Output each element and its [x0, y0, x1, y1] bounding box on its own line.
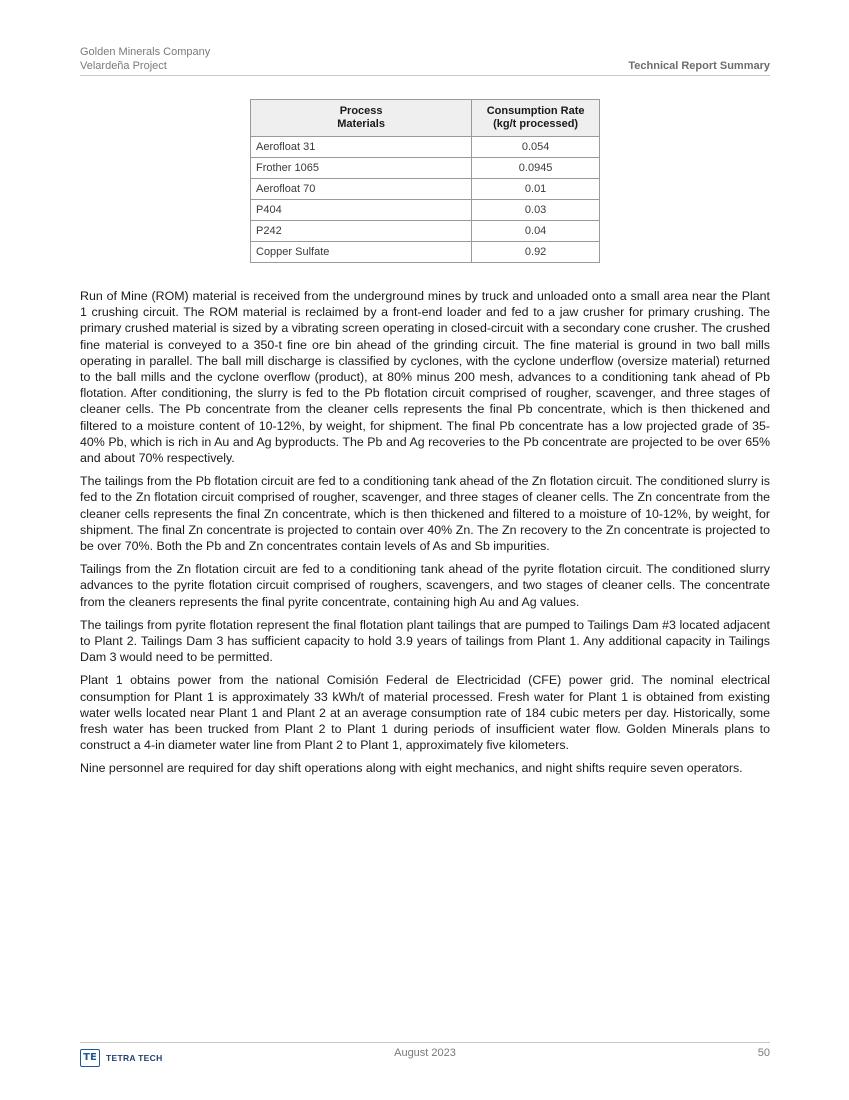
company-name: Golden Minerals Company [80, 46, 211, 58]
header-consumption-rate: Consumption Rate (kg/t processed) [472, 100, 600, 137]
consumption-table [250, 99, 600, 263]
page-number: 50 [757, 1047, 770, 1059]
rate-cell: 0.92 [472, 242, 600, 263]
paragraph-power-water: Plant 1 obtains power from the national Comisión Federal de Electricidad (CFE) power grid. The nominal electrical consumption for Plant 1 is approximately 33 kWh/t of material processed. Fresh water for Plant 1 is obtained from existing water wells located near Plant 1 and Plant 2 at an average consumption rate of 184 cubic meters per day. Historically, some fresh water has been trucked from Plant 2 to Plant 1 during periods of insufficient water flow. Golden Minerals plans to construct a 4-in diameter water line from Plant 2 to Plant 1, approximately five kilometers. [80, 673, 770, 753]
material-cell: Aerofloat 31 [251, 137, 472, 158]
footer-date: August 2023 [394, 1047, 456, 1059]
material-cell: Aerofloat 70 [251, 179, 472, 200]
table-row [251, 137, 600, 158]
paragraph-rom-processing: Run of Mine (ROM) material is received from the underground mines by truck and unloaded onto a small area near the Plant 1 crushing circuit. The ROM material is reclaimed by a front-end loader and fed to a jaw crusher for primary crushing. The primary crushed material is sized by a vibrating screen operating in closed-circuit with a secondary cone crusher. The crushed fine material is conveyed to a 350-t fine ore bin ahead of the grinding circuit. The fine material is ground in two ball mills operating in parallel. The ball mill discharge is classified by cyclones, with the cyclone underflow (oversize material) returned to the ball mills and the cyclone overflow (product), at 80% minus 200 mesh, advances to a conditioning tank ahead of Pb flotation. After conditioning, the slurry is fed to the Pb flotation circuit comprised of rougher, scavenger, and three stages of cleaner cells. The Pb concentrate from the cleaner cells represents the final Pb concentrate, which is then thickened and filtered to a moisture content of 10-12%, by weight, for shipment. The final Pb concentrate has a low projected grade of 35-40% Pb, which is rich in Au and Ag byproducts. The Pb and Ag recoveries to the Pb concentrate are projected to be over 65% and about 70% respectively. [80, 289, 770, 466]
rate-cell: 0.03 [472, 200, 600, 221]
table-row [251, 221, 600, 242]
page-header [80, 45, 770, 76]
table-header-row [251, 100, 600, 137]
tetra-tech-logo-icon: TE [80, 1049, 100, 1067]
rate-cell: 0.04 [472, 221, 600, 242]
logo-text: TETRA TECH [106, 1053, 163, 1063]
table-row [251, 242, 600, 263]
material-cell: P404 [251, 200, 472, 221]
table-row [251, 179, 600, 200]
material-cell: Frother 1065 [251, 158, 472, 179]
material-cell: P242 [251, 221, 472, 242]
project-name: Velardeña Project [80, 60, 167, 72]
rate-cell: 0.01 [472, 179, 600, 200]
page-footer [80, 1042, 770, 1073]
rate-cell: 0.054 [472, 137, 600, 158]
table-row [251, 200, 600, 221]
paragraph-personnel: Nine personnel are required for day shift operations along with eight mechanics, and night shifts require seven operators. [80, 761, 743, 776]
paragraph-zn-flotation: The tailings from the Pb flotation circuit are fed to a conditioning tank ahead of the Zn flotation circuit. The conditioned slurry is fed to the Zn flotation circuit comprised of rougher, scavenger, and three stages of cleaner cells. The Zn concentrate from the cleaner cells represents the final Zn concentrate, which is then thickened and filtered to a moisture of 10-12%, by weight, for shipment. The final Zn concentrate is projected to contain over 40% Zn. The Zn recovery to the Zn concentrate is projected to be over 70%. Both the Pb and Zn concentrates contain levels of As and Sb impurities. [80, 474, 770, 554]
paragraph-tailings: The tailings from pyrite flotation represent the final flotation plant tailings that are pumped to Tailings Dam #3 located adjacent to Plant 2. Tailings Dam 3 has sufficient capacity to hold 3.9 years of tailings from Plant 1. Any additional capacity in Tailings Dam 3 would need to be permitted. [80, 617, 770, 665]
body-text [80, 288, 770, 784]
material-cell: Copper Sulfate [251, 242, 472, 263]
rate-cell: 0.0945 [472, 158, 600, 179]
paragraph-pyrite-flotation: Tailings from the Zn flotation circuit are fed to a conditioning tank ahead of the pyrite flotation circuit. The conditioned slurry advances to the pyrite flotation circuit comprised of roughers, scavengers, and two stages of cleaner cells. The concentrate from the cleaners represents the final pyrite concentrate, containing high Au and Ag values. [80, 562, 770, 609]
header-process-materials: Process Materials [251, 100, 472, 137]
table-row [251, 158, 600, 179]
report-title: Technical Report Summary [628, 60, 770, 72]
